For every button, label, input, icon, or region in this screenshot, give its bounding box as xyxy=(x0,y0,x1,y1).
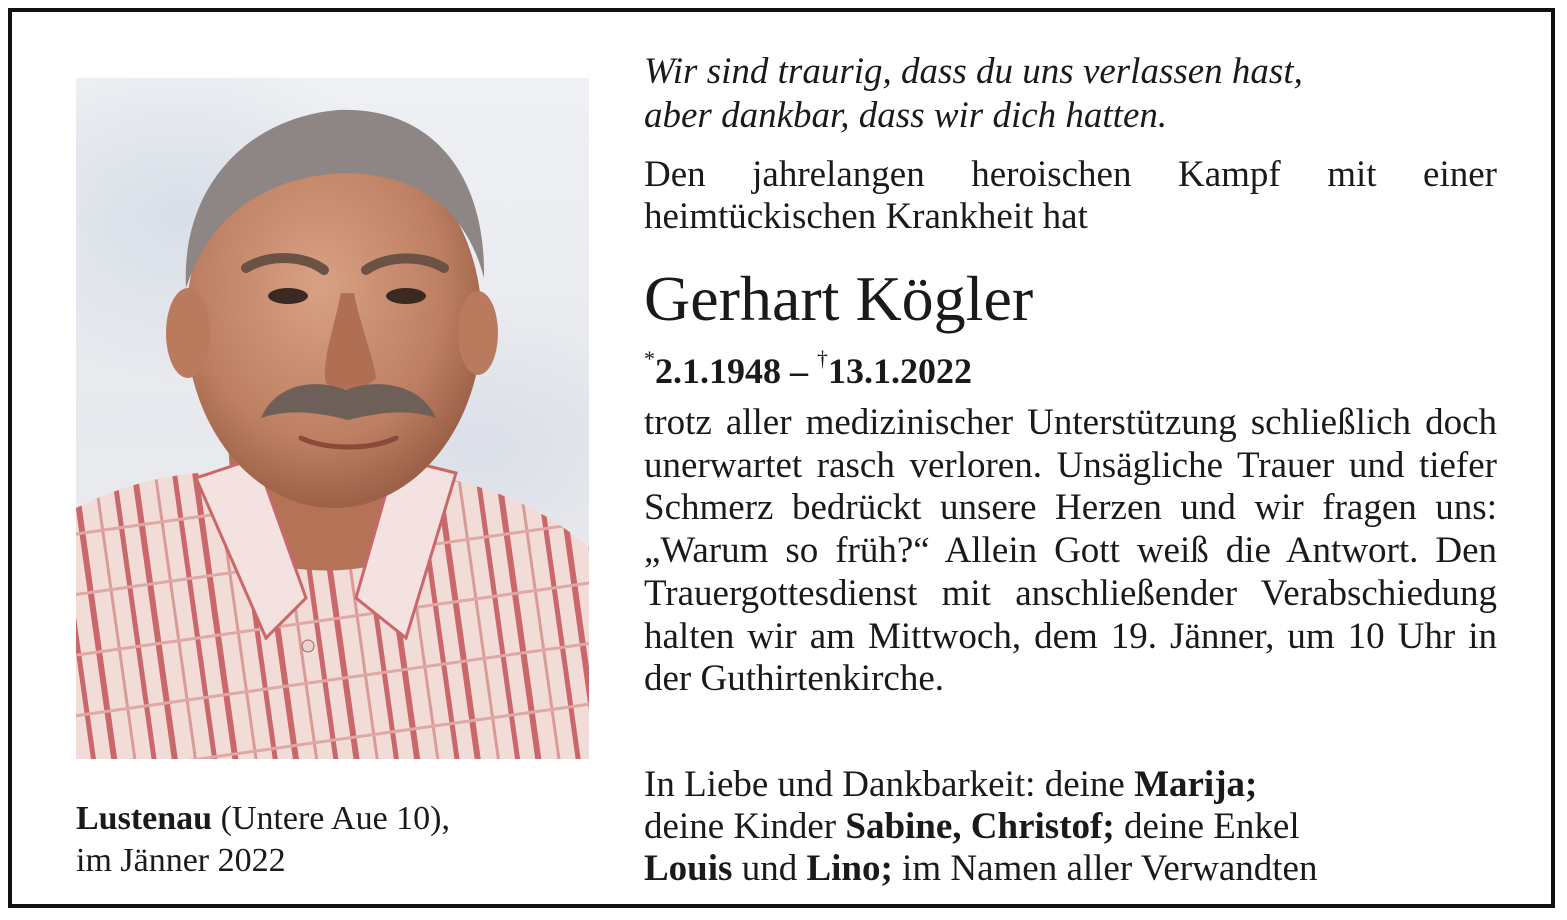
signature-prefix: In Liebe und Dankbarkeit: deine xyxy=(644,764,1135,805)
location-line xyxy=(76,798,596,840)
location-address: (Untere Aue 10), xyxy=(212,800,450,837)
motto xyxy=(644,50,1497,138)
portrait-photo xyxy=(76,78,589,759)
children-names: Sabine, Christof; xyxy=(845,806,1115,847)
intro-text: Den jahrelangen heroischen Kampf mit einer heimtückischen Krankheit hat xyxy=(644,154,1497,237)
death-symbol: † xyxy=(817,346,828,371)
grandchild-1: Louis xyxy=(644,848,733,889)
obituary-body: trotz aller medizinischer Unterstützung schließlich doch unerwartet rasch verloren. Unsägliche Trauer und tiefer Schmerz bedrückt unsere Herzen und wir fragen uns: „Warum so früh?“ Allein Gott weiß die Antwort. Den Trauergottesdienst mit anschließender Verabschiedung halten wir am Mittwoch, dem 19. Jänner, um 10 Uhr in der Guthirtenkirche. xyxy=(644,402,1497,700)
life-dates xyxy=(644,342,1497,392)
grandchildren-prefix: deine Enkel xyxy=(1114,806,1300,847)
family-signature xyxy=(644,764,1497,890)
signature-line-2 xyxy=(644,806,1497,848)
motto-line-2: aber dankbar, dass wir dich hatten. xyxy=(644,95,1168,136)
birth-symbol: * xyxy=(644,346,655,371)
location-caption xyxy=(76,798,596,882)
death-date: 13.1.2022 xyxy=(828,351,972,391)
location-date: im Jänner 2022 xyxy=(76,842,286,879)
location-place: Lustenau xyxy=(76,800,213,837)
portrait-illustration xyxy=(76,78,589,759)
children-prefix: deine Kinder xyxy=(644,806,846,847)
obituary-notice xyxy=(8,8,1555,908)
grandchild-2: Lino; xyxy=(806,848,893,889)
birth-date: 2.1.1948 xyxy=(655,351,781,391)
deceased-name: Gerhart Kögler xyxy=(644,263,1034,334)
signature-line-1 xyxy=(644,764,1497,806)
signature-suffix: im Namen aller Verwandten xyxy=(892,848,1318,889)
spouse-name: Marija; xyxy=(1134,764,1258,805)
signature-and: und xyxy=(732,848,807,889)
signature-line-3 xyxy=(644,848,1497,890)
date-separator: – xyxy=(781,351,817,391)
motto-line-1: Wir sind traurig, dass du uns verlassen hast, xyxy=(644,51,1303,92)
